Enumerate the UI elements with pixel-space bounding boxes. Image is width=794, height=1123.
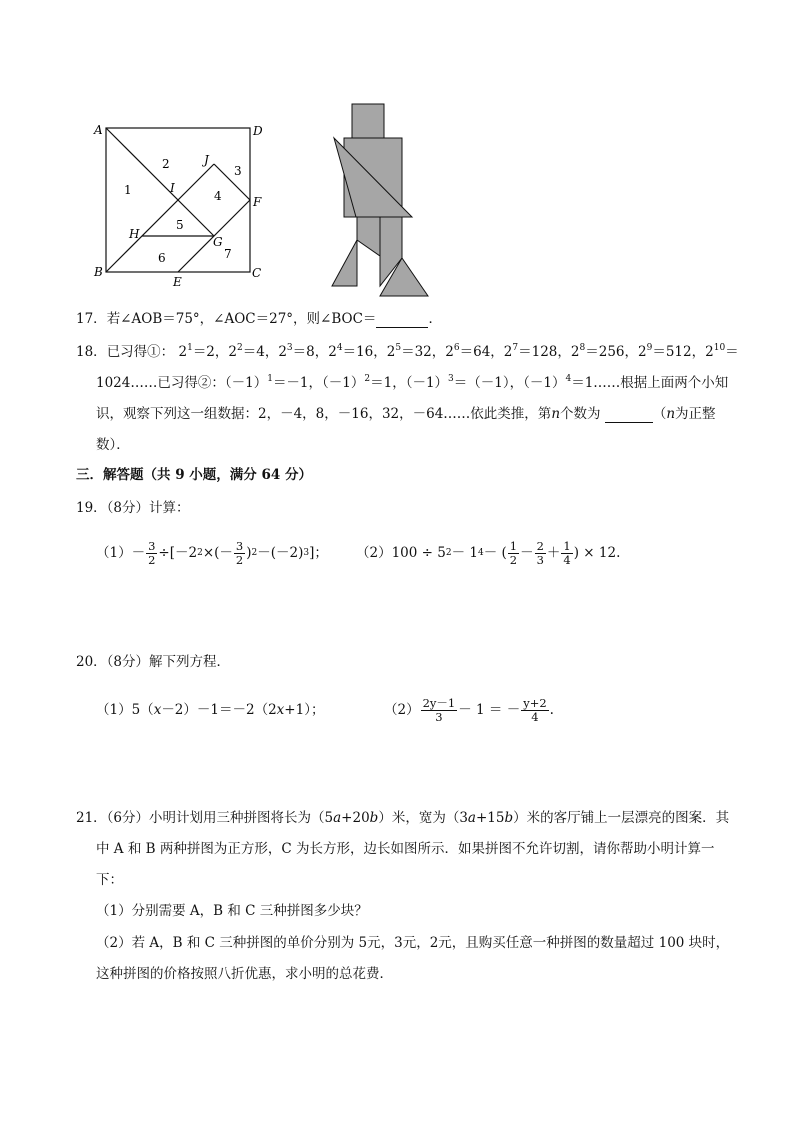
- q20-text-c: +1）；: [284, 702, 325, 718]
- frac-den: 3: [536, 552, 544, 567]
- question-21-line-2: 中 A 和 B 两种拼图为正方形，C 为长方形，边长如图所示．如果拼图不允许切割，请你帮助小明计算一: [96, 841, 715, 857]
- power-base: 2: [278, 344, 287, 360]
- q19-p2-text-c: － (: [483, 545, 507, 561]
- q18-power-5: [387, 344, 446, 360]
- question-21-line-1: [76, 809, 729, 827]
- q19-frac-1: [146, 540, 157, 567]
- power-val: ＝128，: [518, 344, 571, 360]
- q21-a: a: [333, 810, 342, 826]
- q18-power-8: [571, 344, 638, 360]
- frac-num: y+2: [523, 695, 547, 710]
- q18-text-h: （: [652, 406, 667, 422]
- power-exp: 5: [395, 343, 402, 353]
- power-base: 2: [178, 344, 188, 360]
- power-exp: 3: [286, 343, 293, 353]
- question-21-sub-2b: 这种拼图的价格按照八折优惠，求小明的总花费．: [96, 966, 393, 982]
- q20-x: x: [153, 702, 162, 718]
- q17-end: ．: [428, 311, 442, 327]
- region-1: 1: [124, 183, 132, 197]
- label-F: F: [253, 195, 262, 209]
- q18-text-i: 为正整: [675, 406, 716, 422]
- q19-text-end: ]；: [309, 545, 328, 561]
- question-21-sub-1: （1）分别需要 A，B 和 C 三种拼图多少块？: [96, 903, 368, 919]
- label-I: I: [170, 181, 175, 195]
- q18-text-f: 识，观察下列这一组数据：2，－4，8，－16，32，－64……依此类推，第: [96, 406, 552, 422]
- q19-text-d: －(－2): [257, 545, 304, 561]
- question-19-heading: 19．（8分）计算：: [76, 500, 190, 516]
- region-2: 2: [162, 157, 170, 171]
- power-exp: 6: [453, 343, 460, 353]
- q19-p2-text-b: － 1: [451, 545, 478, 561]
- q21-a-2: a: [467, 810, 476, 826]
- frac-num: 1: [563, 538, 571, 553]
- q21-b: b: [369, 810, 379, 826]
- q17-answer-blank[interactable]: [376, 327, 428, 328]
- q21-text-d: +15: [475, 810, 505, 826]
- region-3: 3: [234, 164, 242, 178]
- q19-p2-text: （2）100 ÷ 5: [356, 545, 446, 561]
- question-18-line-3: [96, 405, 716, 423]
- power-exp: 9: [646, 343, 653, 353]
- question-21-sub-2a: （2）若 A，B 和 C 三种拼图的单价分别为 5元，3元，2元，且购买任意一种拼图的数量超过 100 块时，: [96, 935, 730, 951]
- q19-frac-3: [508, 540, 519, 567]
- q20-text-a: （1）5（: [96, 702, 154, 718]
- frac-den: 4: [531, 709, 539, 724]
- question-17: [76, 310, 442, 328]
- q20-p2-label: （2）: [384, 702, 420, 718]
- label-B: B: [94, 265, 103, 279]
- power-exp: 4: [336, 343, 343, 353]
- q18-exp-2: 2: [364, 374, 371, 384]
- q18-power-3: [278, 344, 328, 360]
- region-4: 4: [214, 189, 222, 203]
- q18-exp-1: 1: [267, 374, 273, 384]
- q20-frac-1: [421, 697, 458, 724]
- q19-frac-5: [561, 540, 572, 567]
- q21-text-a: 21．（6分）小明计划用三种拼图将长为（5: [76, 810, 334, 826]
- q21-text-b: +20: [341, 810, 370, 826]
- question-21-line-3: 下：: [96, 872, 123, 888]
- question-19-part-2: （2）100 ÷ 5 2 － 1 4 － ( $\frac{1}{2}$ － $\frac{2}{3}$ ＋ $\frac{1}{4}$ ) × 12.: [356, 538, 621, 567]
- q20-p2-text: － 1 ＝ －: [458, 702, 521, 718]
- power-val: ＝256，: [585, 344, 639, 360]
- label-C: C: [252, 266, 262, 280]
- q19-frac-2: [234, 540, 245, 567]
- q18-text-d: ＝（－1），（－1）: [453, 375, 566, 391]
- label-A: A: [94, 123, 103, 137]
- frac-num: 1: [509, 538, 518, 553]
- power-val: ＝8，: [292, 344, 329, 360]
- frac-den: 3: [435, 709, 443, 724]
- q18-power-9: [638, 344, 705, 360]
- question-18-line-1: [76, 343, 739, 361]
- q18-exp-4: 4: [565, 374, 572, 384]
- q18-text-c: ＝1，（－1）: [370, 375, 449, 391]
- power-base: 2: [503, 344, 513, 360]
- power-exp: 2: [237, 343, 243, 353]
- power-base: 2: [445, 344, 454, 360]
- region-7: 7: [224, 247, 232, 261]
- frac-num: 2y－1: [422, 695, 456, 710]
- region-5: 5: [176, 218, 184, 232]
- q19-p1-label: （1）: [96, 545, 132, 561]
- q20-p2-end: .: [549, 702, 554, 718]
- label-J: J: [204, 153, 209, 167]
- power-val: ＝16，: [342, 344, 387, 360]
- question-20-part-2: [384, 692, 554, 728]
- power-base: 2: [328, 344, 337, 360]
- frac-den: 4: [563, 552, 571, 567]
- label-H: H: [129, 227, 140, 241]
- q18-power-7: [504, 344, 571, 360]
- q17-number: 17．: [76, 311, 107, 327]
- q18-powers-list: [178, 344, 738, 360]
- question-18-line-4: [96, 436, 130, 454]
- power-val: ＝4，: [242, 344, 279, 360]
- region-6: 6: [158, 251, 166, 265]
- power-val: ＝32，: [401, 344, 446, 360]
- q18-n-var-2: n: [666, 406, 676, 422]
- q18-power-1: [178, 344, 228, 360]
- power-base: 2: [228, 344, 237, 360]
- q20-frac-2: [521, 697, 548, 724]
- q21-text-e: ）米的客厅铺上一层漂亮的图案．其: [513, 810, 730, 826]
- frac-num: 2: [536, 538, 544, 553]
- q18-known-1: 已习得①：: [106, 344, 175, 360]
- tangram-person-figure: [325, 98, 435, 298]
- label-E: E: [173, 275, 182, 289]
- q19-p2-plus: ＋: [546, 545, 561, 561]
- q18-exp-3: 3: [448, 374, 454, 384]
- q18-power-6: [445, 344, 504, 360]
- q18-text-b: ＝－1，（－1）: [272, 375, 365, 391]
- q17-text: 若∠AOB＝75°，∠AOC＝27°，则∠BOC＝: [106, 311, 377, 327]
- power-exp: 7: [512, 343, 519, 353]
- q18-n-var: n: [551, 406, 561, 422]
- q18-text-a: 1024……已习得②：（－1）: [96, 375, 268, 391]
- question-18-line-2: [96, 374, 728, 392]
- label-G: G: [213, 235, 223, 249]
- q19-text: ÷[－2: [158, 545, 198, 561]
- frac-den: 2: [148, 552, 156, 567]
- frac-den: 2: [509, 552, 518, 567]
- q20-text-b: －2）－1＝－2（2: [161, 702, 277, 718]
- q18-text-e: ＝1……根据上面两个小知: [571, 375, 729, 391]
- power-exp: 1: [187, 343, 193, 353]
- power-base: 2: [386, 344, 396, 360]
- power-val: ＝2，: [192, 344, 229, 360]
- q18-power-2: [228, 344, 278, 360]
- q18-answer-blank[interactable]: [605, 422, 653, 423]
- power-base: 2: [570, 344, 580, 360]
- question-20-heading: 20．（8分）解下列方程．: [76, 654, 231, 670]
- q18-power-4: [328, 344, 387, 360]
- q18-text-g: 个数为: [560, 406, 601, 422]
- question-20-part-1: [96, 701, 324, 719]
- q19-text-b: ×(－: [202, 545, 233, 561]
- power-val: ＝64，: [459, 344, 504, 360]
- power-base: 2: [705, 344, 714, 360]
- q19-p2-minus: －: [520, 545, 534, 561]
- power-exp: 8: [579, 343, 586, 353]
- q19-text-c: ): [246, 545, 252, 561]
- q21-text-c: ）米，宽为（3: [378, 810, 468, 826]
- q19-minus: －: [131, 545, 146, 561]
- question-19-part-1: （1） － $\frac{3}{2}$ ÷[－2 2 ×(－ $\frac{3}{2}$ ) 2 －(－2) 3 ]；: [96, 538, 328, 567]
- frac-num: 3: [148, 538, 156, 553]
- q18-text-j: 数）．: [96, 437, 130, 453]
- q19-frac-4: [535, 540, 546, 567]
- frac-num: 3: [235, 538, 244, 553]
- tangram-square-figure: [88, 118, 278, 290]
- label-D: D: [253, 124, 263, 138]
- frac-den: 2: [235, 552, 244, 567]
- q18-number: 18．: [76, 344, 107, 360]
- section-3-heading: 三．解答题（共 9 小题，满分 64 分）: [76, 467, 312, 483]
- power-exp: 10: [713, 343, 726, 353]
- power-val: ＝512，: [652, 344, 706, 360]
- q19-p2-end: ) × 12.: [573, 545, 621, 561]
- q20-x-2: x: [276, 702, 285, 718]
- power-base: 2: [638, 344, 647, 360]
- power-val: ＝: [725, 344, 739, 360]
- q18-power-10: [705, 344, 739, 360]
- q21-b-2: b: [504, 810, 514, 826]
